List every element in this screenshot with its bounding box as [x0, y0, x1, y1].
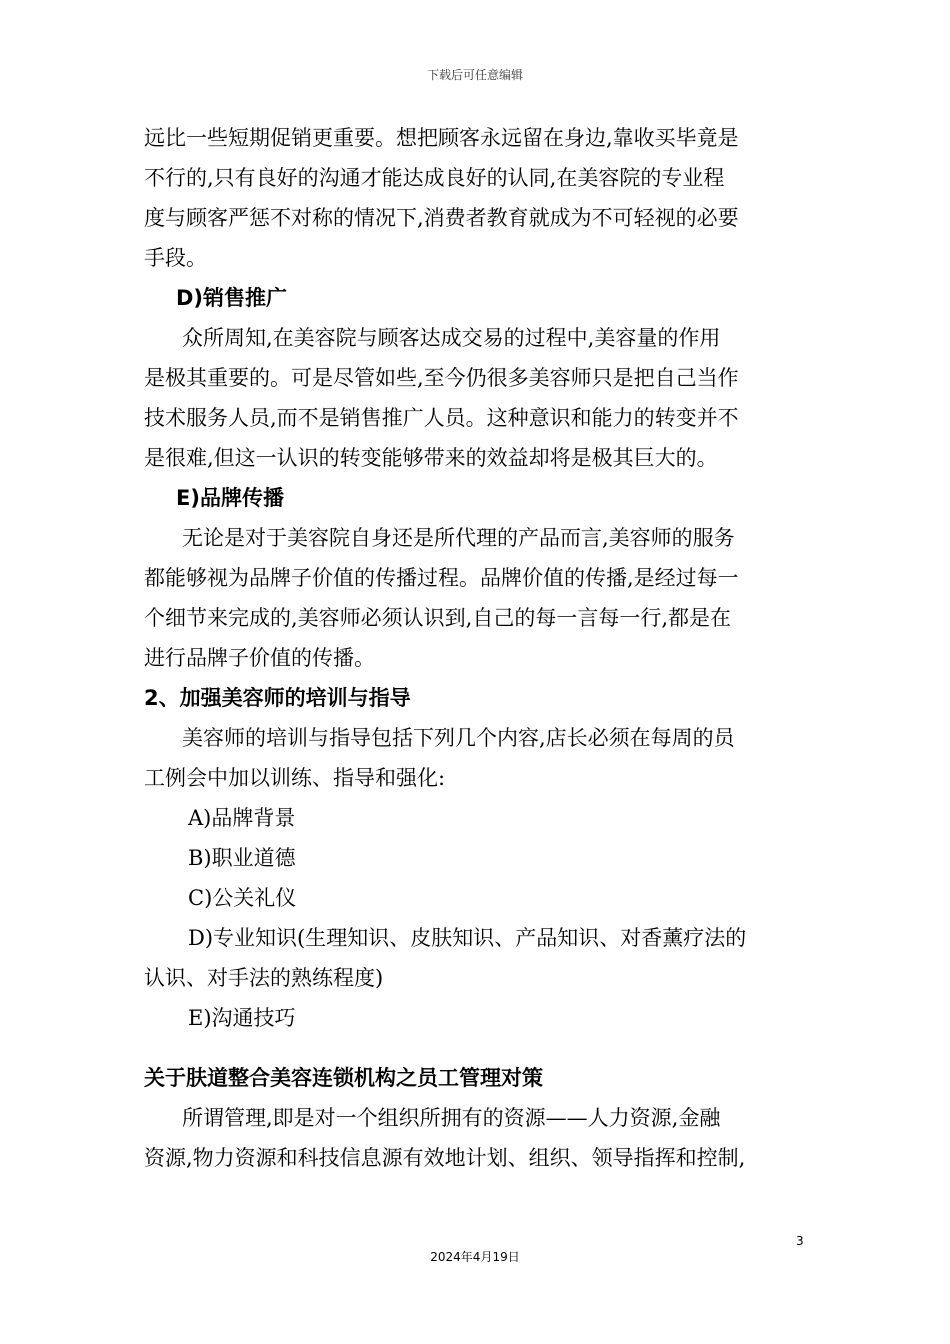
paragraph-line: 手段。 [144, 246, 207, 270]
section-heading-training: 2、加强美容师的培训与指导 [144, 686, 411, 710]
document-body [144, 118, 810, 1178]
page-footer-date: 2024年4月19日 [430, 1250, 520, 1264]
paragraph-line: 美容师的培训与指导包括下列几个内容,店长必须在每周的员 [182, 726, 735, 750]
paragraph-line: 资源,物力资源和科技信息源有效地计划、组织、领导指挥和控制, [144, 1146, 746, 1170]
paragraph-line: 众所周知,在美容院与顾客达成交易的过程中,美容量的作用 [182, 326, 721, 350]
paragraph-line: 进行品牌子价值的传播。 [144, 646, 375, 670]
list-item: B)职业道德 [188, 846, 296, 870]
paragraph-line: 工例会中加以训练、指导和强化: [144, 766, 446, 790]
list-item-continuation: 认识、对手法的熟练程度) [144, 966, 384, 990]
paragraph-line: 所谓管理,即是对一个组织所拥有的资源——人力资源,金融 [182, 1106, 721, 1130]
page-number: 3 [796, 1234, 804, 1248]
paragraph-line: 远比一些短期促销更重要。想把顾客永远留在身边,靠收买毕竟是 [144, 126, 739, 150]
paragraph-line: 不行的,只有良好的沟通才能达成良好的认同,在美容院的专业程 [144, 166, 725, 190]
section-gap [144, 1038, 810, 1058]
paragraph-line: 度与顾客严惩不对称的情况下,消费者教育就成为不可轻视的必要 [144, 206, 739, 230]
list-item: D)专业知识(生理知识、皮肤知识、产品知识、对香薰疗法的 [188, 926, 747, 950]
paragraph-line: 是极其重要的。可是尽管如些,至今仍很多美容师只是把自己当作 [144, 366, 739, 390]
subheading-sales-promotion: D)销售推广 [176, 286, 288, 310]
list-item: E)沟通技巧 [188, 1006, 296, 1030]
page-header: 下载后可任意编辑 [426, 68, 523, 82]
list-item: C)公关礼仪 [188, 886, 297, 910]
paragraph-line: 个细节来完成的,美容师必须认识到,自己的每一言每一行,都是在 [144, 606, 732, 630]
paragraph-line: 是很难,但这一认识的转变能够带来的效益却将是极其巨大的。 [144, 446, 718, 470]
subheading-brand-spread: E)品牌传播 [176, 486, 284, 510]
paragraph-line: 技术服务人员,而不是销售推广人员。这种意识和能力的转变并不 [144, 406, 739, 430]
section-heading-staff-management: 关于肤道整合美容连锁机构之员工管理对策 [144, 1066, 543, 1090]
paragraph-line: 都能够视为品牌子价值的传播过程。品牌价值的传播,是经过每一 [144, 566, 739, 590]
list-item: A)品牌背景 [188, 806, 296, 830]
paragraph-line: 无论是对于美容院自身还是所代理的产品而言,美容师的服务 [182, 526, 735, 550]
